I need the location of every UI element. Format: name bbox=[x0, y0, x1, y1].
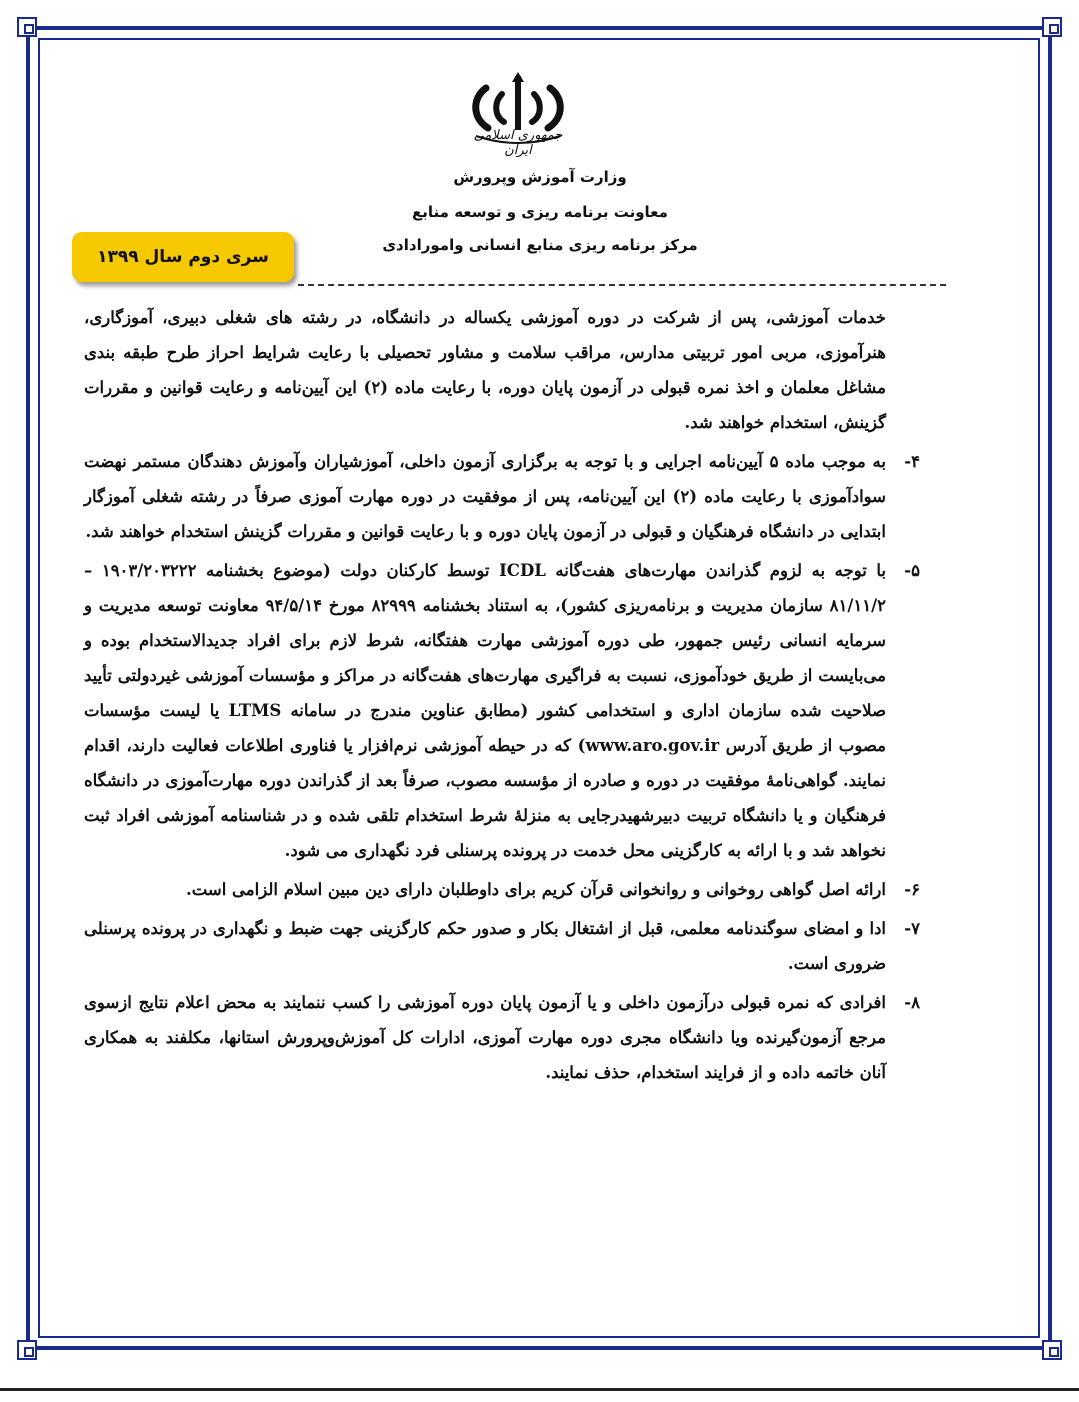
list-item bbox=[84, 444, 920, 549]
item-text: به موجب ماده ۵ آیین‌نامه اجرایی و با توجه به برگزاری آزمون داخلی، آموزشیاران وآموزش دهندگان مستمر نهضت سوادآموزی با رعایت ماده (۲) این آیین‌نامه، پس از موفقیت در دوره مهارت آموزی صرفاً در رشته شغلی آموزگار ابتدایی در دانشگاه فرهنگیان و قبولی در آزمون پایان دوره و با رعایت قوانین و مقررات گزینش استخدام خواهند شد. bbox=[84, 452, 887, 541]
regulation-body bbox=[84, 300, 920, 1094]
header-divider bbox=[298, 284, 946, 286]
series-badge: سری دوم سال ۱۳۹۹ bbox=[72, 232, 294, 282]
list-item bbox=[84, 911, 920, 981]
item-number: ۸- bbox=[904, 993, 920, 1012]
corner-ornament-bottom-left bbox=[17, 1340, 37, 1360]
deputy-title: معاونت برنامه ریزی و توسعه منابع bbox=[412, 203, 668, 221]
item-text: ادا و امضای سوگندنامه معلمی، قبل از اشتغال بکار و صدور حکم کارگزینی جهت ضبط و نگهداری در پرونده پرسنلی ضروری است. bbox=[84, 919, 886, 973]
corner-ornament-bottom-right bbox=[1042, 1340, 1062, 1360]
item-number: ۴- bbox=[904, 452, 920, 471]
item-number: ۶- bbox=[904, 880, 920, 899]
item-text: افرادی که نمره قبولی درآزمون داخلی و یا آزمون پایان دوره آموزشی را کسب ننمایند به محض اعلام نتایج ازسوی مرجع آزمون‌گیرنده ویا دانشگاه مجری دوره مهارت آموزی، ادارات کل آموزش‌وپرورش استانها، مکلفند به همکاری آنان خاتمه داده و از فرایند استخدام، حذف نمایند. bbox=[84, 993, 886, 1082]
bottom-rule bbox=[0, 1388, 1079, 1391]
item-number: ۷- bbox=[904, 919, 920, 938]
corner-ornament-top-right bbox=[1042, 17, 1062, 37]
item-text: با توجه به لزوم گذراندن مهارت‌های هفت‌گانه ICDL توسط کارکنان دولت (موضوع بخشنامه ۱۹۰۳/۲۰۳۲۲۲ – ۸۱/۱۱/۲ سازمان مدیریت و برنامه‌ریزی کشور)، به استناد بخشنامه ۸۲۹۹۹ مورخ ۹۴/۵/۱۴ معاونت توسعه مدیریت و سرمایه انسانی رئیس جمهور، طی دوره آموزشی مهارت هفتگانه، شرط لازم برای افراد جدیدالاستخدام بوده و می‌بایست از طریق خودآموزی، نسبت به فراگیری مهارت‌های هفت‌گانه در مراکز و مؤسسات آموزشی غیردولتی تأیید صلاحیت شده سازمان اداری و استخدامی کشور (مطابق عناوین مندرج در سامانه LTMS یا لیست مؤسسات مصوب از طریق آدرس www.aro.gov.ir) که در حیطه آموزشی نرم‌افزار یا فناوری اطلاعات فعالیت دارند، اقدام نمایند. گواهی‌نامهٔ موفقیت در دوره و صادره از مؤسسه مصوب، صرفاً بعد از گذراندن دوره مهارت‌آموزی در دانشگاه فرهنگیان و یا دانشگاه تربیت دبیرشهیدرجایی به منزلهٔ شرط استخدام تلقی شده و در شناسنامه آموزشی افراد ثبت نخواهد شد و با ارائه به کارگزینی محل خدمت در پرونده پرسنلی فرد نگهداری می شود. bbox=[84, 561, 887, 860]
item-text: ارائه اصل گواهی روخوانی و روانخوانی قرآن کریم برای داوطلبان دارای دین مبین اسلام الزامی است. bbox=[185, 880, 886, 899]
center-title: مرکز برنامه ریزی منابع انسانی وامورادادی bbox=[382, 236, 698, 254]
paragraph-continuation: خدمات آموزشی، پس از شرکت در دوره آموزشی یکساله در دانشگاه، در رشته های شغلی دبیری، آموزگاری، هنرآموزی، مربی امور تربیتی مدارس، مراقب سلامت و مشاور تحصیلی با رعایت شرایط احراز طرح طبقه بندی مشاغل معلمان و اخذ نمره قبولی در آزمون پایان دوره، با رعایت ماده (۲) این آیین‌نامه و رعایت قوانین و مقررات گزینش، استخدام خواهند شد. bbox=[84, 308, 886, 432]
list-item bbox=[84, 872, 920, 907]
emblem-caption: جمهوری اسلامی ایران bbox=[473, 128, 563, 158]
list-item bbox=[84, 985, 920, 1090]
corner-ornament-top-left bbox=[17, 17, 37, 37]
item-number: ۵- bbox=[904, 561, 920, 580]
list-item bbox=[84, 553, 920, 868]
ministry-title: وزارت آموزش وپرورش bbox=[453, 168, 627, 186]
